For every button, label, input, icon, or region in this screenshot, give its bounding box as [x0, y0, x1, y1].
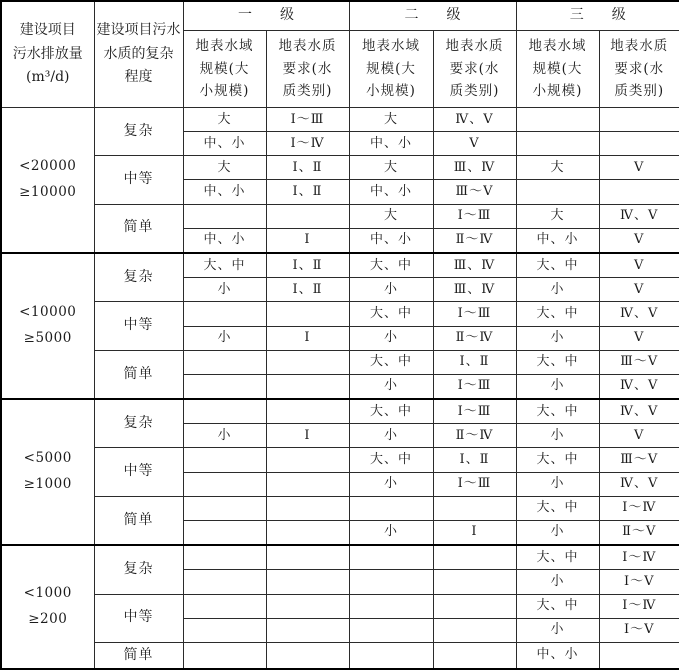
- cell-quality-level3: Ⅴ: [599, 253, 679, 278]
- cell-scale-level1: 中、小: [183, 228, 266, 253]
- cell-scale-level2: 中、小: [349, 228, 433, 253]
- cell-quality-level1: [266, 642, 349, 669]
- quality-line1: 地表水质: [278, 37, 337, 54]
- header-scale-level1: [183, 31, 266, 108]
- cell-quality-level2: Ⅰ～Ⅲ: [433, 472, 516, 496]
- header-discharge-line3: (m³/d): [26, 69, 70, 86]
- scale-line3: 小规模): [366, 83, 416, 100]
- header-complexity: [94, 1, 183, 108]
- cell-quality-level3: Ⅴ: [599, 326, 679, 350]
- cell-quality-level3: Ⅲ～Ⅴ: [599, 448, 679, 472]
- cell-scale-level2: [349, 545, 433, 570]
- cell-scale-level1: 小: [183, 326, 266, 350]
- scale-line2: 规模(大: [366, 60, 416, 77]
- cell-scale-level1: [183, 496, 266, 520]
- cell-quality-level3: Ⅰ～Ⅴ: [599, 570, 679, 594]
- complexity-cell: 简单: [94, 204, 183, 253]
- cell-scale-level3: [516, 180, 599, 204]
- cell-quality-level1: [266, 570, 349, 594]
- table-row: [1, 399, 679, 424]
- cell-quality-level1: Ⅰ、Ⅱ: [266, 156, 349, 180]
- cell-quality-level1: [266, 594, 349, 618]
- quality-line2: 要求(水: [282, 60, 333, 77]
- header-level-1: 一 级: [183, 1, 349, 31]
- scale-line3: 小规模): [199, 83, 250, 100]
- header-discharge: [1, 1, 94, 108]
- cell-quality-level1: Ⅰ～Ⅲ: [266, 108, 349, 132]
- complexity-cell: 复杂: [94, 399, 183, 448]
- cell-scale-level1: 大、中: [183, 253, 266, 278]
- header-scale-level3: [516, 31, 599, 108]
- cell-quality-level2: Ⅱ～Ⅳ: [433, 424, 516, 448]
- scale-line1: 地表水域: [362, 37, 420, 54]
- complexity-cell: 简单: [94, 642, 183, 669]
- quality-line2: 要求(水: [449, 60, 500, 77]
- discharge-range-cell: [1, 108, 94, 254]
- cell-quality-level3: Ⅳ、Ⅴ: [599, 204, 679, 228]
- cell-quality-level1: [266, 350, 349, 374]
- cell-scale-level2: 大、中: [349, 253, 433, 278]
- cell-scale-level1: 中、小: [183, 180, 266, 204]
- cell-scale-level2: [349, 618, 433, 642]
- cell-scale-level1: [183, 204, 266, 228]
- header-level-row: [1, 1, 679, 31]
- quality-line1: 地表水质: [445, 37, 504, 54]
- cell-scale-level3: 小: [516, 326, 599, 350]
- complexity-cell: 复杂: [94, 108, 183, 156]
- cell-scale-level3: 大、中: [516, 496, 599, 520]
- cell-quality-level1: Ⅰ、Ⅱ: [266, 180, 349, 204]
- cell-scale-level1: [183, 472, 266, 496]
- cell-quality-level2: [433, 642, 516, 669]
- cell-scale-level1: [183, 570, 266, 594]
- table-row: [1, 642, 679, 669]
- discharge-line: ≥5000: [23, 330, 72, 347]
- cell-quality-level1: Ⅰ: [266, 326, 349, 350]
- table-header: [1, 1, 679, 108]
- cell-quality-level3: [599, 642, 679, 669]
- table-body: [1, 108, 679, 670]
- complexity-cell: 中等: [94, 448, 183, 496]
- cell-scale-level1: 大: [183, 156, 266, 180]
- cell-scale-level2: [349, 642, 433, 669]
- cell-scale-level3: 大、中: [516, 253, 599, 278]
- cell-scale-level1: [183, 399, 266, 424]
- cell-scale-level3: 小: [516, 278, 599, 302]
- cell-quality-level3: Ⅰ～Ⅳ: [599, 545, 679, 570]
- table-row: [1, 448, 679, 472]
- cell-scale-level1: [183, 618, 266, 642]
- cell-scale-level3: 小: [516, 618, 599, 642]
- cell-scale-level1: [183, 302, 266, 326]
- complexity-cell: 中等: [94, 594, 183, 642]
- cell-quality-level2: [433, 496, 516, 520]
- cell-quality-level3: [599, 132, 679, 156]
- quality-line3: 质类别): [282, 83, 333, 100]
- cell-quality-level3: Ⅴ: [599, 424, 679, 448]
- cell-quality-level2: Ⅱ～Ⅳ: [433, 326, 516, 350]
- header-scale-level2: [349, 31, 433, 108]
- cell-quality-level2: Ⅲ～Ⅴ: [433, 180, 516, 204]
- cell-scale-level1: [183, 545, 266, 570]
- cell-scale-level1: [183, 642, 266, 669]
- discharge-range-cell: [1, 399, 94, 545]
- cell-scale-level3: 大、中: [516, 448, 599, 472]
- cell-quality-level3: Ⅰ～Ⅴ: [599, 618, 679, 642]
- cell-scale-level2: 小: [349, 472, 433, 496]
- cell-quality-level1: [266, 204, 349, 228]
- cell-quality-level2: Ⅲ、Ⅳ: [433, 278, 516, 302]
- cell-scale-level1: [183, 594, 266, 618]
- cell-quality-level1: [266, 399, 349, 424]
- cell-scale-level2: 大、中: [349, 448, 433, 472]
- cell-quality-level3: Ⅳ、Ⅴ: [599, 374, 679, 399]
- discharge-line: ≥1000: [23, 476, 72, 493]
- quality-line3: 质类别): [449, 83, 500, 100]
- cell-quality-level3: Ⅳ、Ⅴ: [599, 302, 679, 326]
- cell-scale-level2: 小: [349, 374, 433, 399]
- cell-scale-level2: 大: [349, 108, 433, 132]
- cell-quality-level1: [266, 618, 349, 642]
- cell-scale-level2: 大: [349, 204, 433, 228]
- discharge-line: <20000: [19, 158, 77, 175]
- complexity-cell: 复杂: [94, 253, 183, 302]
- cell-quality-level3: Ⅰ～Ⅳ: [599, 496, 679, 520]
- cell-quality-level1: [266, 545, 349, 570]
- cell-scale-level2: 大: [349, 156, 433, 180]
- header-complexity-line2: 水质的复杂: [103, 45, 174, 62]
- cell-quality-level2: Ⅰ～Ⅲ: [433, 374, 516, 399]
- discharge-range-cell: [1, 253, 94, 399]
- cell-quality-level1: Ⅰ～Ⅳ: [266, 132, 349, 156]
- table-row: [1, 253, 679, 278]
- cell-scale-level1: [183, 520, 266, 545]
- cell-quality-level2: [433, 618, 516, 642]
- discharge-line: <1000: [23, 585, 72, 602]
- quality-line1: 地表水质: [610, 37, 669, 54]
- complexity-cell: 复杂: [94, 545, 183, 594]
- header-quality-level2: [433, 31, 516, 108]
- cell-quality-level2: Ⅰ～Ⅲ: [433, 302, 516, 326]
- cell-scale-level3: 大、中: [516, 545, 599, 570]
- cell-scale-level3: 中、小: [516, 642, 599, 669]
- cell-scale-level3: 小: [516, 424, 599, 448]
- cell-scale-level3: 大、中: [516, 399, 599, 424]
- scale-line2: 规模(大: [532, 60, 583, 77]
- table-row: [1, 108, 679, 132]
- quality-line2: 要求(水: [614, 60, 665, 77]
- cell-quality-level1: [266, 448, 349, 472]
- cell-scale-level2: 大、中: [349, 350, 433, 374]
- cell-scale-level3: 大、中: [516, 594, 599, 618]
- cell-scale-level3: 中、小: [516, 228, 599, 253]
- cell-scale-level1: [183, 448, 266, 472]
- cell-quality-level3: Ⅳ、Ⅴ: [599, 399, 679, 424]
- cell-quality-level3: Ⅰ～Ⅳ: [599, 594, 679, 618]
- cell-scale-level1: 中、小: [183, 132, 266, 156]
- scale-line3: 小规模): [532, 83, 583, 100]
- cell-scale-level3: 小: [516, 570, 599, 594]
- cell-quality-level3: Ⅴ: [599, 156, 679, 180]
- cell-quality-level1: [266, 520, 349, 545]
- cell-quality-level1: Ⅰ、Ⅱ: [266, 253, 349, 278]
- cell-scale-level3: 大、中: [516, 302, 599, 326]
- header-discharge-line2: 污水排放量: [12, 45, 83, 62]
- table-row: [1, 302, 679, 326]
- cell-quality-level1: Ⅰ: [266, 228, 349, 253]
- cell-quality-level2: Ⅰ、Ⅱ: [433, 448, 516, 472]
- cell-quality-level3: [599, 108, 679, 132]
- cell-scale-level1: 小: [183, 278, 266, 302]
- cell-scale-level3: 大、中: [516, 350, 599, 374]
- header-level-2: 二 级: [349, 1, 516, 31]
- cell-quality-level2: Ⅲ、Ⅳ: [433, 156, 516, 180]
- cell-quality-level2: Ⅱ～Ⅳ: [433, 228, 516, 253]
- cell-scale-level1: 小: [183, 424, 266, 448]
- cell-scale-level2: 小: [349, 424, 433, 448]
- cell-scale-level1: 大: [183, 108, 266, 132]
- cell-quality-level3: [599, 180, 679, 204]
- complexity-cell: 简单: [94, 350, 183, 399]
- cell-quality-level1: [266, 496, 349, 520]
- scale-line2: 规模(大: [199, 60, 250, 77]
- cell-quality-level2: Ⅰ～Ⅲ: [433, 399, 516, 424]
- complexity-cell: 中等: [94, 156, 183, 204]
- cell-quality-level2: Ⅰ、Ⅱ: [433, 350, 516, 374]
- cell-quality-level2: [433, 594, 516, 618]
- cell-quality-level2: Ⅰ～Ⅲ: [433, 204, 516, 228]
- cell-scale-level2: [349, 496, 433, 520]
- table-row: [1, 545, 679, 570]
- cell-scale-level2: 中、小: [349, 132, 433, 156]
- table-row: [1, 204, 679, 228]
- cell-quality-level3: Ⅲ～Ⅴ: [599, 350, 679, 374]
- discharge-line: ≥10000: [19, 184, 77, 200]
- cell-quality-level2: [433, 570, 516, 594]
- scale-line1: 地表水域: [528, 37, 587, 54]
- complexity-cell: 简单: [94, 496, 183, 545]
- cell-scale-level3: 小: [516, 520, 599, 545]
- header-complexity-line1: 建设项目污水: [96, 21, 181, 38]
- cell-quality-level3: Ⅴ: [599, 278, 679, 302]
- scale-line1: 地表水域: [195, 37, 254, 54]
- header-level-3: 三 级: [516, 1, 679, 31]
- header-quality-level3: [599, 31, 679, 108]
- cell-scale-level2: 小: [349, 520, 433, 545]
- cell-scale-level2: 小: [349, 278, 433, 302]
- cell-scale-level3: [516, 108, 599, 132]
- cell-scale-level3: [516, 132, 599, 156]
- cell-scale-level2: 大、中: [349, 399, 433, 424]
- cell-quality-level1: [266, 302, 349, 326]
- cell-scale-level2: [349, 594, 433, 618]
- table-row: [1, 496, 679, 520]
- cell-quality-level2: Ⅳ、Ⅴ: [433, 108, 516, 132]
- header-quality-level1: [266, 31, 349, 108]
- cell-quality-level1: Ⅰ: [266, 424, 349, 448]
- cell-quality-level1: [266, 374, 349, 399]
- cell-scale-level2: 小: [349, 326, 433, 350]
- cell-quality-level1: [266, 472, 349, 496]
- discharge-line: <10000: [19, 304, 77, 321]
- table-row: [1, 350, 679, 374]
- cell-scale-level2: [349, 570, 433, 594]
- cell-scale-level1: [183, 374, 266, 399]
- cell-quality-level2: Ⅲ、Ⅳ: [433, 253, 516, 278]
- cell-scale-level3: 小: [516, 472, 599, 496]
- cell-quality-level2: Ⅰ: [433, 520, 516, 545]
- cell-scale-level2: 大、中: [349, 302, 433, 326]
- cell-scale-level3: 大: [516, 156, 599, 180]
- cell-quality-level2: Ⅴ: [433, 132, 516, 156]
- table-row: [1, 594, 679, 618]
- discharge-line: <5000: [23, 450, 72, 467]
- cell-scale-level3: 大: [516, 204, 599, 228]
- cell-scale-level3: 小: [516, 374, 599, 399]
- cell-quality-level2: [433, 545, 516, 570]
- cell-quality-level3: Ⅳ、Ⅴ: [599, 472, 679, 496]
- discharge-range-cell: [1, 545, 94, 669]
- cell-quality-level3: Ⅱ～Ⅴ: [599, 520, 679, 545]
- discharge-line: ≥200: [28, 611, 68, 628]
- complexity-cell: 中等: [94, 302, 183, 350]
- header-discharge-line1: 建设项目: [19, 21, 76, 38]
- quality-line3: 质类别): [614, 83, 665, 100]
- cell-quality-level3: Ⅴ: [599, 228, 679, 253]
- header-complexity-line3: 程度: [124, 69, 153, 86]
- cell-quality-level1: Ⅰ、Ⅱ: [266, 278, 349, 302]
- table-row: [1, 156, 679, 180]
- cell-scale-level1: [183, 350, 266, 374]
- cell-scale-level2: 中、小: [349, 180, 433, 204]
